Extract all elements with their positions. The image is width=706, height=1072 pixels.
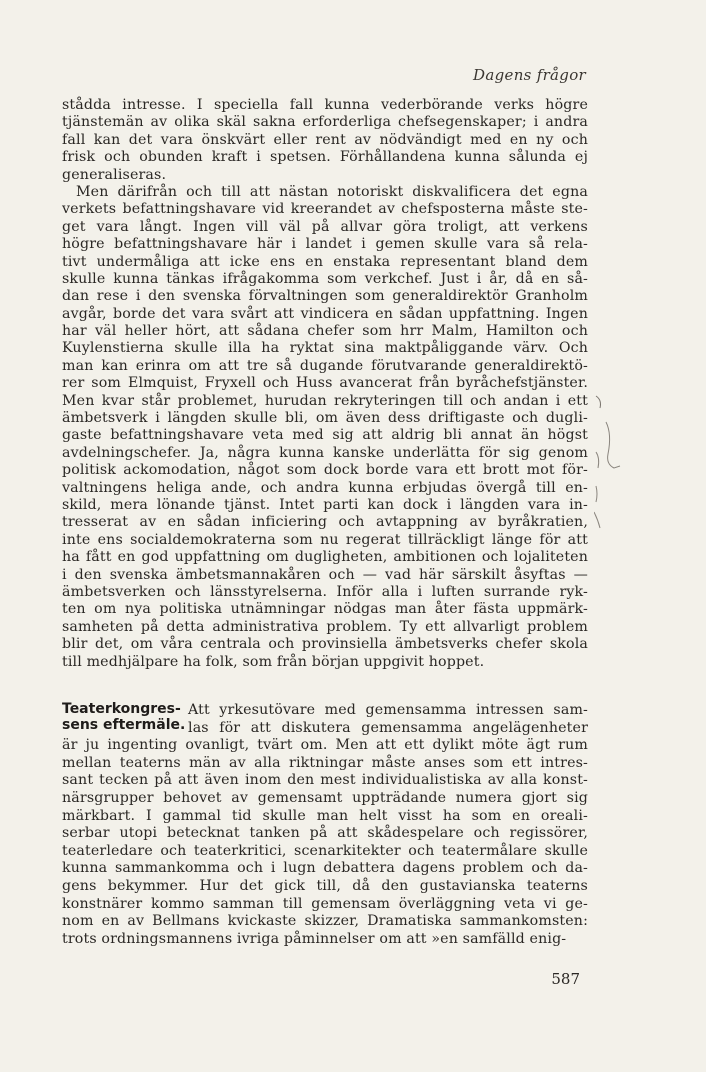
text-line: skulle kunna tänkas ifrågakomma som verkchef. Just i år, då en så- (62, 270, 588, 287)
text-line: i den svenska ämbetsmannakåren och — vad här särskilt åsyftas — (62, 566, 588, 583)
text-line: konstnärer kommo samman till gemensam överläggning veta vi ge- (62, 895, 588, 912)
text-line: gaste befattningshavare veta med sig att aldrig bli annat än högst (62, 427, 588, 444)
text-line: fall kan det vara önskvärt eller rent av nödvändigt med en ny och (62, 131, 588, 148)
text-line: las för att diskutera gemensamma angelägenheter (188, 719, 588, 736)
text-line: nom en av Bellmans kvickaste skizzer, Dramatiska sammankomsten: (62, 913, 588, 930)
text-line: till medhjälpare ha folk, som från början uppgivit hoppet. (62, 653, 485, 670)
running-head: Dagens frågor (473, 66, 586, 84)
text-line: trots ordningsmannens ivriga påminnelser om att »en samfälld enig- (62, 930, 567, 947)
text-line: har väl heller hört, att sådana chefer som hrr Malm, Hamilton och (62, 323, 588, 340)
text-line: rer som Elmquist, Fryxell och Huss avancerat från byråchefstjänster. (62, 375, 588, 392)
text-line: Kuylenstierna skulle illa ha ryktat sina maktpåliggande värv. Och (62, 340, 588, 357)
text-line: mellan teaterns män av alla riktningar måste anses som ett intres- (62, 754, 588, 771)
text-line: inte ens socialdemokraterna som nu regerat tillräckligt länge för att (62, 531, 588, 548)
text-line: är ju ingenting ovanligt, tvärt om. Men att ett dylikt möte ägt rum (62, 737, 588, 754)
text-line: valtningens heliga ande, och andra kunna erbjudas övergå till en- (62, 479, 588, 496)
text-line: ten om nya politiska utnämningar nödgas man åter fästa uppmärk- (62, 601, 588, 618)
text-line: högre befattningshavare här i landet i gemen skulle vara så rela- (62, 236, 588, 253)
text-line: ämbetsverk i längden skulle bli, om även dess driftigaste och dugli- (62, 410, 588, 427)
text-line: tjänstemän av olika skäl sakna erforderliga chefsegenskaper; i andra (62, 114, 588, 131)
text-line: tresserat av en sådan inficiering och avtappning av byråkratien, (62, 514, 588, 531)
text-line: dan rese i den svenska förvaltningen som generaldirektör Granholm (62, 288, 588, 305)
text-line: stådda intresse. I speciella fall kunna vederbörande verks högre (62, 97, 588, 113)
text-line: samheten på detta administrativa problem. Ty ett allvarligt problem (62, 618, 588, 635)
text-line: generaliseras. (62, 166, 167, 183)
text-line: tivt undermåliga att icke ens en enstaka representant bland dem (62, 253, 588, 270)
text-line: gens bekymmer. Hur det gick till, då den gustavianska teaterns (62, 877, 588, 894)
section-text-block (62, 702, 588, 948)
main-text-block (62, 97, 588, 671)
text-line: frisk och obunden kraft i spetsen. Förhållandena kunna sålunda ej (62, 149, 588, 166)
text-line: politisk ackomodation, något som dock borde vara ett brott mot för- (62, 462, 588, 479)
section-heading-line: sens eftermäle. (62, 716, 186, 733)
margin-pencil-mark (594, 394, 624, 534)
text-line: Att yrkesutövare med gemensamma intressen sam- (188, 702, 588, 718)
text-line: avgår, borde det vara svårt att vindicera en sådan uppfattning. Ingen (62, 305, 588, 322)
text-line: Men kvar står problemet, hurudan rekryteringen till och andan i ett (62, 392, 588, 409)
text-line: kunna sammankomma och i lugn debattera dagens problem och da- (62, 860, 588, 877)
text-line: märkbart. I gammal tid skulle man helt visst ha som en oreali- (62, 807, 588, 824)
text-line: skild, mera lönande tjänst. Intet parti kan dock i längden vara in- (62, 496, 588, 513)
text-line: serbar utopi betecknat tanken på att skådespelare och regissörer, (62, 825, 588, 842)
text-line: ha fått en god uppfattning om dugligheten, ambitionen och lojaliteten (62, 549, 588, 566)
text-line: man kan erinra om att tre så dugande förutvarande generaldirektö- (62, 357, 588, 374)
text-line: ämbetsverken och länsstyrelserna. Inför alla i luften surrande ryk- (62, 583, 588, 600)
page-number: 587 (551, 970, 580, 988)
text-line: blir det, om våra centrala och provinsiella ämbetsverks chefer skola (62, 636, 588, 653)
text-line: närsgrupper behovet av gemensamt uppträdande numera gjort sig (62, 789, 588, 806)
text-line: Men därifrån och till att nästan notoriskt diskvalificera det egna (76, 183, 588, 200)
text-line: avdelningschefer. Ja, några kunna kanske underlätta för sig genom (62, 444, 588, 461)
text-line: sant tecken på att även inom den mest individualistiska av alla konst- (62, 772, 588, 789)
text-line: teaterledare och teaterkritici, scenarkitekter och teatermålare skulle (62, 842, 588, 859)
section-heading-line: Teaterkongres- (62, 701, 181, 717)
text-line: get vara långt. Ingen vill väl på allvar göra troligt, att verkens (62, 218, 588, 235)
text-line: verkets befattningshavare vid kreerandet av chefsposterna måste ste- (62, 201, 588, 218)
